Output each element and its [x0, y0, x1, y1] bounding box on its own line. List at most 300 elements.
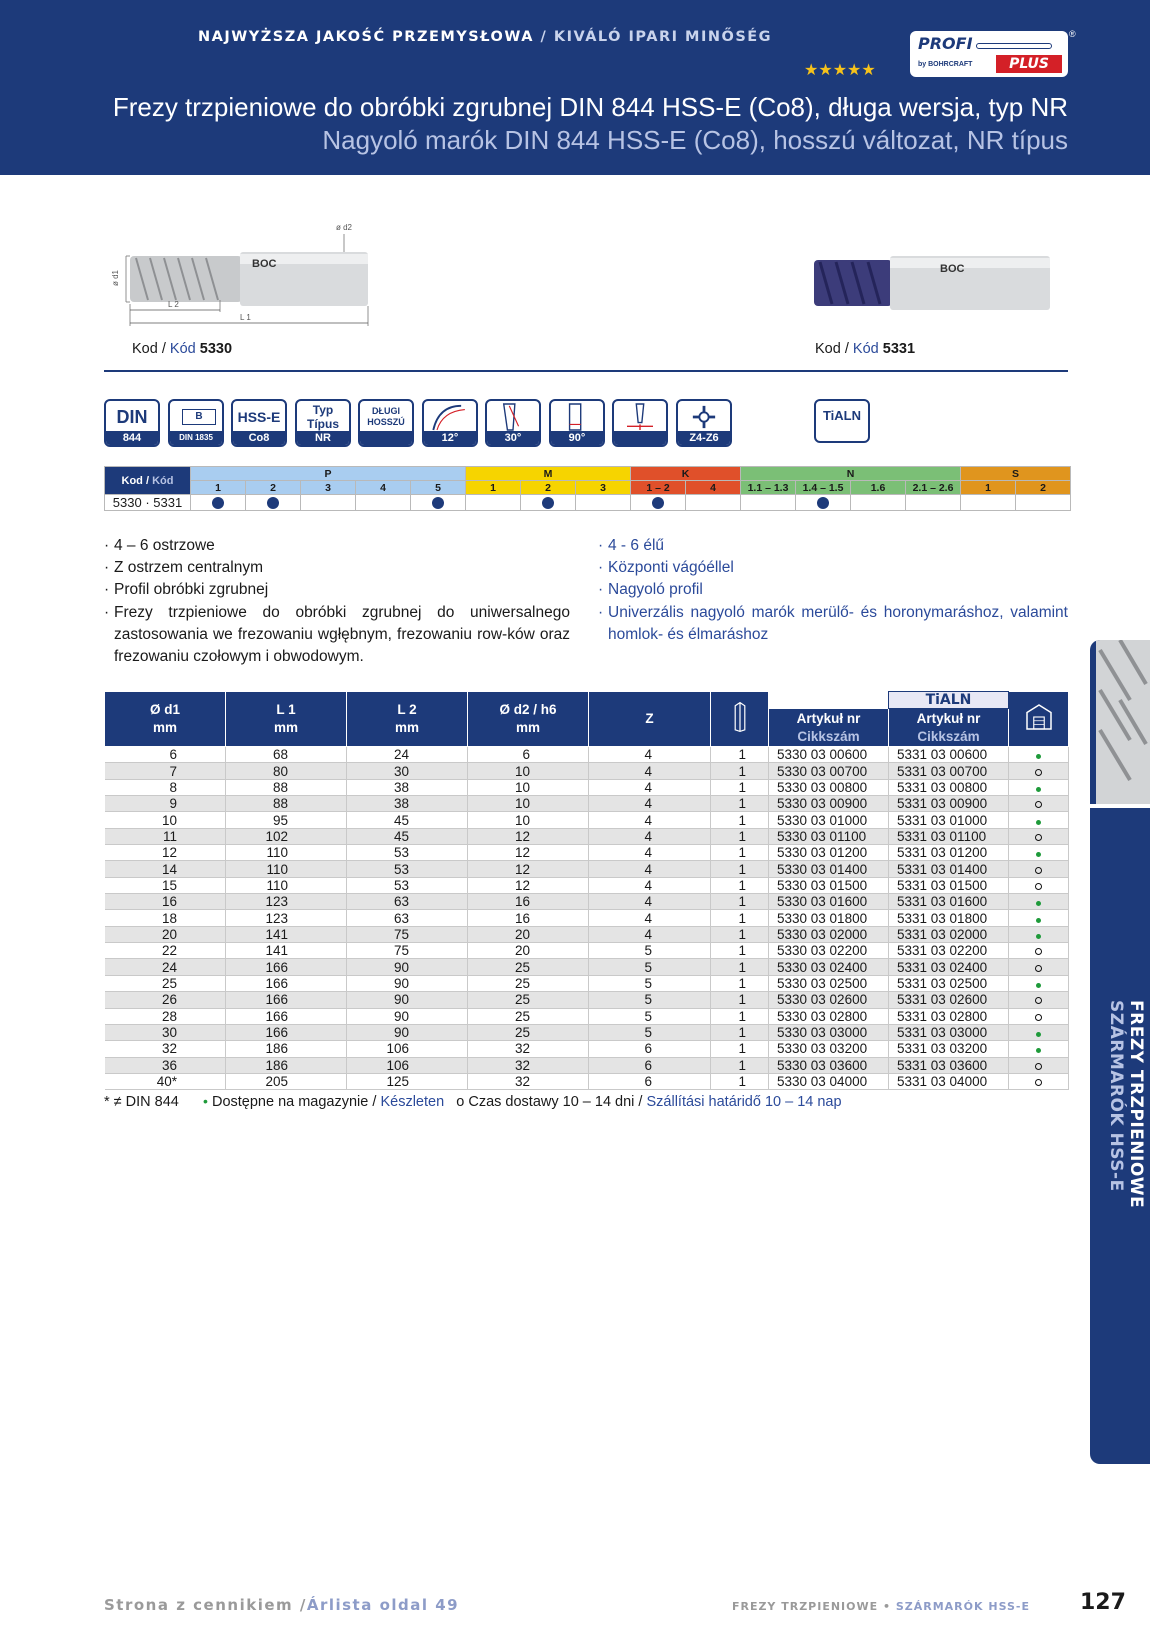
cell-article-5330: 5330 03 00600 — [769, 747, 889, 763]
suitable-dot-icon — [432, 497, 444, 509]
material-sub: 2.1 – 2.6 — [906, 481, 961, 495]
cell-z: 5 — [589, 959, 711, 975]
cell-l1: 68 — [226, 747, 347, 763]
description-item: · 4 - 6 élű — [598, 535, 1068, 557]
cell-d2: 32 — [468, 1073, 589, 1089]
cell-article-5331: 5331 03 01100 — [889, 828, 1009, 844]
cell-l2: 90 — [347, 1024, 468, 1040]
cell-z: 6 — [589, 1057, 711, 1073]
cell-d1: 16 — [105, 894, 226, 910]
din-icon — [104, 399, 160, 447]
side-category-label — [1106, 1000, 1146, 1208]
cell-d1: 12 — [105, 845, 226, 861]
shank-b-icon-bottom: DIN 1835 — [170, 431, 222, 445]
legend-stock-pl: Dostępne na magazynie — [211, 1094, 369, 1110]
material-row-label: 5330 · 5331 — [105, 495, 191, 511]
package-icon — [732, 699, 748, 735]
cell-article-5330: 5330 03 00700 — [769, 763, 889, 779]
cell-z: 4 — [589, 910, 711, 926]
delivery-ring-icon — [1035, 883, 1042, 890]
footer-section-hu: SZÁRMARÓK HSS-E — [895, 1600, 1030, 1613]
cell-article-5330: 5330 03 03200 — [769, 1041, 889, 1057]
table-row — [105, 763, 1069, 779]
product-table — [104, 691, 1069, 1090]
description-item: · Univerzális nagyoló marók merülő- és horonymaráshoz, valamint homlok- és élmaráshoz — [598, 602, 1068, 646]
cell-z: 5 — [589, 992, 711, 1008]
cell-stock — [1009, 959, 1069, 975]
suitable-dot-icon — [652, 497, 664, 509]
cell-article-5331: 5331 03 02000 — [889, 926, 1009, 942]
material-suitability-table — [104, 466, 1071, 511]
footer-pricelist — [104, 1596, 459, 1614]
table-row — [105, 943, 1069, 959]
cell-d1: 20 — [105, 926, 226, 942]
header-banner — [0, 0, 1150, 175]
rating-stars-icon: ★★★★★ — [804, 62, 876, 79]
cell-pack: 1 — [711, 894, 769, 910]
angle-90-icon-bottom: 90° — [551, 431, 603, 445]
cell-d2: 12 — [468, 845, 589, 861]
material-mark-cell — [961, 495, 1016, 511]
footer-pricelist-hu: Árlista oldal 49 — [306, 1596, 460, 1614]
cell-z: 4 — [589, 828, 711, 844]
table-row — [105, 910, 1069, 926]
description-item: · Z ostrzem centralnym — [104, 557, 570, 579]
table-row — [105, 992, 1069, 1008]
cell-z: 6 — [589, 1073, 711, 1089]
quality-tagline — [198, 29, 772, 45]
warehouse-icon — [1024, 702, 1054, 732]
table-row — [105, 861, 1069, 877]
kod-pl: Kod — [121, 474, 143, 487]
material-group-m: M — [466, 467, 631, 481]
table-legend — [104, 1093, 842, 1110]
registered-mark: ® — [1069, 29, 1076, 39]
legend-sep: / — [634, 1094, 647, 1110]
type-icon-bottom: NR — [297, 431, 349, 445]
cell-d2: 25 — [468, 959, 589, 975]
cell-stock — [1009, 779, 1069, 795]
long-icon-bottom — [360, 431, 412, 445]
cell-article-5331: 5331 03 00900 — [889, 796, 1009, 812]
cell-stock — [1009, 763, 1069, 779]
cell-l2: 63 — [347, 910, 468, 926]
cell-d1: 18 — [105, 910, 226, 926]
d2-label: ø d2 — [336, 223, 353, 232]
cell-l1: 166 — [226, 1008, 347, 1024]
helix-angle-icon — [422, 399, 478, 447]
flutes-icon-bottom: Z4-Z6 — [678, 431, 730, 445]
suitable-dot-icon — [212, 497, 224, 509]
cell-stock — [1009, 812, 1069, 828]
header-pack — [711, 692, 769, 747]
cell-z: 4 — [589, 747, 711, 763]
cell-d2: 6 — [468, 747, 589, 763]
code-hu: Kód — [169, 341, 196, 357]
helix-angle-icon-bottom: 12° — [424, 431, 476, 445]
header-l1-label: L 1 — [276, 702, 296, 717]
cell-stock — [1009, 910, 1069, 926]
tialn-icon — [814, 399, 870, 443]
cell-l2: 90 — [347, 959, 468, 975]
material-sub: 1 — [191, 481, 246, 495]
material-sub: 3 — [301, 481, 356, 495]
material-sub: 1.4 – 1.5 — [796, 481, 851, 495]
header-tialn: TiALN — [889, 692, 1009, 709]
footer-pricelist-pl: Strona z cennikiem — [104, 1596, 294, 1614]
delivery-ring-icon — [1035, 769, 1042, 776]
table-row — [105, 812, 1069, 828]
cell-d1: 11 — [105, 828, 226, 844]
cell-l2: 38 — [347, 796, 468, 812]
cell-article-5330: 5330 03 02500 — [769, 975, 889, 991]
cell-pack: 1 — [711, 1008, 769, 1024]
tool-brand-left: BOC — [252, 258, 277, 270]
material-sub: 3 — [576, 481, 631, 495]
cell-article-5331: 5331 03 02500 — [889, 975, 1009, 991]
header-stock — [1009, 692, 1069, 747]
footer-sep: • — [878, 1600, 896, 1613]
cell-stock — [1009, 992, 1069, 1008]
footer-section-pl: FREZY TRZPIENIOWE — [731, 1600, 879, 1613]
cell-l1: 166 — [226, 1024, 347, 1040]
material-group-s: S — [961, 467, 1071, 481]
cell-d1: 10 — [105, 812, 226, 828]
cell-d1: 28 — [105, 1008, 226, 1024]
l1-label: L 1 — [240, 313, 251, 322]
cell-article-5330: 5330 03 01400 — [769, 861, 889, 877]
cell-pack: 1 — [711, 910, 769, 926]
material-sub: 2 — [1016, 481, 1071, 495]
table-row — [105, 1057, 1069, 1073]
material-mark-cell — [741, 495, 796, 511]
cell-pack: 1 — [711, 926, 769, 942]
delivery-ring-icon — [1035, 1079, 1042, 1086]
material-mark-cell — [411, 495, 466, 511]
in-stock-dot-icon — [1036, 918, 1041, 923]
cell-stock — [1009, 861, 1069, 877]
din-icon-bottom: 844 — [106, 431, 158, 445]
cell-article-5330: 5330 03 02000 — [769, 926, 889, 942]
coated-tool-image — [812, 252, 1062, 322]
cell-z: 5 — [589, 975, 711, 991]
code-sep: / — [157, 341, 170, 357]
hss-e-icon-top: HSS-E — [237, 409, 281, 425]
cell-l2: 53 — [347, 861, 468, 877]
cell-z: 6 — [589, 1041, 711, 1057]
table-row — [105, 796, 1069, 812]
cell-l2: 53 — [347, 845, 468, 861]
cell-d1: 30 — [105, 1024, 226, 1040]
cell-pack: 1 — [711, 1057, 769, 1073]
suitable-dot-icon — [542, 497, 554, 509]
angle-90-icon — [549, 399, 605, 447]
cell-d1: 25 — [105, 975, 226, 991]
cell-stock — [1009, 747, 1069, 763]
header-unit: mm — [273, 720, 298, 735]
header-l1 — [226, 692, 347, 747]
delivery-ring-icon — [1035, 948, 1042, 955]
profi-plus-logo — [910, 31, 1068, 77]
code-number: 5330 — [199, 341, 233, 357]
in-stock-dot-icon — [1036, 754, 1041, 759]
description-item: · Központi vágóéllel — [598, 557, 1068, 579]
cell-d1: 24 — [105, 959, 226, 975]
cell-l2: 53 — [347, 877, 468, 893]
side-tool-graphic — [1090, 640, 1150, 804]
angle-30-icon-bottom: 30° — [487, 431, 539, 445]
cell-l2: 125 — [347, 1073, 468, 1089]
tool-dimension-drawing — [104, 220, 384, 340]
material-mark-cell — [356, 495, 411, 511]
cell-pack: 1 — [711, 828, 769, 844]
logo-drill-graphic — [976, 43, 1052, 49]
material-sub: 2 — [246, 481, 301, 495]
code-pl: Kod — [132, 341, 158, 357]
type-icon — [295, 399, 351, 447]
cell-l2: 90 — [347, 1008, 468, 1024]
footer-sep: / — [293, 1596, 307, 1614]
delivery-ring-icon — [1035, 997, 1042, 1004]
legend-din: * ≠ DIN 844 — [104, 1094, 179, 1110]
logo-plus-text: PLUS — [996, 55, 1062, 73]
in-stock-dot-icon — [1036, 852, 1041, 857]
cell-article-5331: 5331 03 00700 — [889, 763, 1009, 779]
cell-pack: 1 — [711, 796, 769, 812]
material-kod-header — [105, 467, 191, 495]
header-d2-label: Ø d2 / h6 — [499, 702, 557, 717]
cell-l1: 110 — [226, 845, 347, 861]
header-unit: mm — [515, 720, 540, 735]
cell-pack: 1 — [711, 861, 769, 877]
shank-b-icon — [168, 399, 224, 447]
cell-z: 4 — [589, 877, 711, 893]
table-row — [105, 1073, 1069, 1089]
cell-z: 4 — [589, 894, 711, 910]
header-l2-label: L 2 — [397, 702, 417, 717]
cell-article-5330: 5330 03 00900 — [769, 796, 889, 812]
cell-l1: 205 — [226, 1073, 347, 1089]
material-sub: 1 – 2 — [631, 481, 686, 495]
cell-l2: 30 — [347, 763, 468, 779]
cell-l1: 88 — [226, 796, 347, 812]
cell-d1: 8 — [105, 779, 226, 795]
description-pl — [104, 535, 570, 668]
cell-article-5331: 5331 03 01600 — [889, 894, 1009, 910]
header-art-pl: Artykuł nr — [916, 710, 981, 726]
cell-d2: 25 — [468, 975, 589, 991]
cell-d1: 32 — [105, 1041, 226, 1057]
cell-l1: 123 — [226, 894, 347, 910]
cell-l1: 186 — [226, 1057, 347, 1073]
suitable-dot-icon — [267, 497, 279, 509]
cell-pack: 1 — [711, 779, 769, 795]
cell-article-5330: 5330 03 01000 — [769, 812, 889, 828]
hss-e-icon — [231, 399, 287, 447]
cell-stock — [1009, 1073, 1069, 1089]
cell-d2: 20 — [468, 926, 589, 942]
material-mark-cell — [796, 495, 851, 511]
kod-sep: / — [142, 474, 153, 487]
din-icon-top: DIN — [116, 407, 148, 427]
flutes-icon — [676, 399, 732, 447]
cell-l1: 110 — [226, 877, 347, 893]
cell-l1: 186 — [226, 1041, 347, 1057]
cell-z: 5 — [589, 1024, 711, 1040]
cell-article-5330: 5330 03 01800 — [769, 910, 889, 926]
cell-article-5330: 5330 03 02800 — [769, 1008, 889, 1024]
material-sub: 2 — [521, 481, 576, 495]
cell-z: 4 — [589, 779, 711, 795]
legend-stock-dot-icon: • — [203, 1093, 208, 1109]
table-row — [105, 747, 1069, 763]
cell-pack: 1 — [711, 943, 769, 959]
d1-label: ø d1 — [111, 269, 120, 286]
center-cutting-icon — [612, 399, 668, 447]
cell-z: 4 — [589, 763, 711, 779]
cell-d2: 10 — [468, 779, 589, 795]
cell-l2: 106 — [347, 1057, 468, 1073]
cell-d1: 26 — [105, 992, 226, 1008]
cell-l1: 88 — [226, 779, 347, 795]
material-group-k: K — [631, 467, 741, 481]
cell-l2: 75 — [347, 943, 468, 959]
cell-article-5330: 5330 03 01600 — [769, 894, 889, 910]
cell-l1: 166 — [226, 992, 347, 1008]
long-icon-top: DŁUGI HOSSZÚ — [367, 406, 405, 427]
table-row — [105, 877, 1069, 893]
table-row — [105, 779, 1069, 795]
in-stock-dot-icon — [1036, 983, 1041, 988]
header-blank — [769, 692, 889, 709]
cell-pack: 1 — [711, 975, 769, 991]
material-mark-cell — [576, 495, 631, 511]
material-mark-cell — [631, 495, 686, 511]
material-group-n: N — [741, 467, 961, 481]
cell-article-5330: 5330 03 04000 — [769, 1073, 889, 1089]
angle-30-icon — [485, 399, 541, 447]
cell-l2: 45 — [347, 812, 468, 828]
angle-90-graphic — [551, 401, 603, 433]
cell-pack: 1 — [711, 1073, 769, 1089]
cell-d2: 10 — [468, 812, 589, 828]
material-mark-cell — [466, 495, 521, 511]
cell-d1: 22 — [105, 943, 226, 959]
cell-pack: 1 — [711, 1041, 769, 1057]
cell-l2: 90 — [347, 992, 468, 1008]
cell-pack: 1 — [711, 763, 769, 779]
cell-z: 4 — [589, 845, 711, 861]
cell-article-5331: 5331 03 00600 — [889, 747, 1009, 763]
suitable-dot-icon — [817, 497, 829, 509]
cell-d2: 25 — [468, 1024, 589, 1040]
cell-article-5331: 5331 03 01400 — [889, 861, 1009, 877]
in-stock-dot-icon — [1036, 820, 1041, 825]
cell-d1: 36 — [105, 1057, 226, 1073]
side-label-hu: SZÁRMARÓK HSS-E — [1106, 1000, 1126, 1192]
cell-article-5331: 5331 03 01800 — [889, 910, 1009, 926]
cell-d1: 14 — [105, 861, 226, 877]
cell-d1: 9 — [105, 796, 226, 812]
header-article-5331 — [889, 709, 1009, 747]
footer-section — [732, 1600, 1030, 1613]
code-label-5330 — [132, 341, 232, 357]
table-row — [105, 1008, 1069, 1024]
header-d2 — [468, 692, 589, 747]
legend-stock-hu: Készleten — [380, 1094, 445, 1110]
cell-d2: 10 — [468, 763, 589, 779]
cell-article-5330: 5330 03 03600 — [769, 1057, 889, 1073]
code-pl: Kod — [815, 341, 841, 357]
material-mark-cell — [246, 495, 301, 511]
cell-stock — [1009, 975, 1069, 991]
code-sep: / — [840, 341, 853, 357]
header-d1 — [105, 692, 226, 747]
cell-article-5330: 5330 03 03000 — [769, 1024, 889, 1040]
cell-pack: 1 — [711, 747, 769, 763]
cell-l1: 141 — [226, 943, 347, 959]
cell-d2: 20 — [468, 943, 589, 959]
material-sub: 1 — [961, 481, 1016, 495]
table-row — [105, 1024, 1069, 1040]
cell-l1: 166 — [226, 959, 347, 975]
cell-article-5331: 5331 03 02400 — [889, 959, 1009, 975]
cell-l1: 110 — [226, 861, 347, 877]
in-stock-dot-icon — [1036, 787, 1041, 792]
material-group-p: P — [191, 467, 466, 481]
cell-z: 4 — [589, 812, 711, 828]
table-row — [105, 828, 1069, 844]
header-article-5330 — [769, 709, 889, 747]
table-row — [105, 894, 1069, 910]
cell-pack: 1 — [711, 1024, 769, 1040]
table-row — [105, 845, 1069, 861]
material-sub: 1.1 – 1.3 — [741, 481, 796, 495]
cell-article-5330: 5330 03 01100 — [769, 828, 889, 844]
cell-d2: 10 — [468, 796, 589, 812]
in-stock-dot-icon — [1036, 1032, 1041, 1037]
header-art-pl: Artykuł nr — [796, 710, 861, 726]
cell-d1: 40* — [105, 1073, 226, 1089]
logo-profi-text: PROFI — [918, 34, 973, 53]
delivery-ring-icon — [1035, 801, 1042, 808]
table-row — [105, 926, 1069, 942]
cell-stock — [1009, 877, 1069, 893]
cell-article-5331: 5331 03 03000 — [889, 1024, 1009, 1040]
type-icon-top: Typ Típus — [307, 403, 339, 431]
delivery-ring-icon — [1035, 1063, 1042, 1070]
code-hu: Kód — [852, 341, 879, 357]
cell-l2: 75 — [347, 926, 468, 942]
cell-stock — [1009, 1057, 1069, 1073]
material-mark-cell — [301, 495, 356, 511]
section-divider — [104, 370, 1068, 372]
cell-l1: 102 — [226, 828, 347, 844]
cell-l1: 166 — [226, 975, 347, 991]
cell-article-5331: 5331 03 02800 — [889, 1008, 1009, 1024]
logo-by-text: by BOHRCRAFT — [918, 61, 973, 68]
cell-z: 5 — [589, 1008, 711, 1024]
legend-delivery-hu: Szállítási határidő 10 – 14 nap — [646, 1094, 842, 1110]
side-label-pl: FREZY TRZPIENIOWE — [1126, 1000, 1146, 1209]
cell-article-5330: 5330 03 02600 — [769, 992, 889, 1008]
quality-pl: NAJWYŻSZA JAKOŚĆ PRZEMYSŁOWA — [198, 29, 534, 45]
cell-article-5330: 5330 03 01500 — [769, 877, 889, 893]
cell-pack: 1 — [711, 877, 769, 893]
cell-d2: 25 — [468, 1008, 589, 1024]
header-art-hu: Cikkszám — [917, 728, 980, 744]
cell-l1: 123 — [226, 910, 347, 926]
